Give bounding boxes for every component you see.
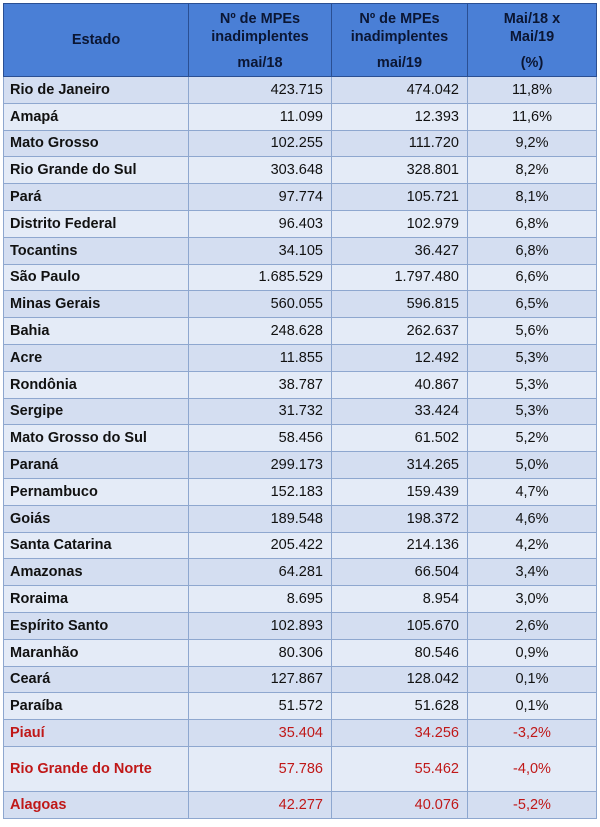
table-row [4,398,597,425]
cell-variation: 0,1% [468,693,597,720]
table-row [4,791,597,818]
cell-variation: 11,8% [468,77,597,104]
cell-mai18: 102.255 [189,130,332,157]
cell-mai19: 596.815 [332,291,468,318]
cell-mai19: 328.801 [332,157,468,184]
header-estado [4,4,189,77]
cell-variation: 9,2% [468,130,597,157]
cell-variation: 8,1% [468,184,597,211]
cell-estado: Paraná [4,452,189,479]
cell-mai18: 97.774 [189,184,332,211]
cell-variation: 6,5% [468,291,597,318]
cell-estado: Rio Grande do Norte [4,746,189,791]
cell-mai19: 102.979 [332,210,468,237]
cell-variation: 5,2% [468,425,597,452]
cell-mai18: 57.786 [189,746,332,791]
header-mai18-line1: Nº de MPEs [219,11,301,27]
cell-estado: Acre [4,344,189,371]
table-row [4,425,597,452]
cell-estado: Rio de Janeiro [4,77,189,104]
header-mai19-line1: Nº de MPEs [359,11,440,27]
cell-variation: 4,7% [468,478,597,505]
table-row [4,157,597,184]
cell-mai19: 474.042 [332,77,468,104]
cell-mai18: 8.695 [189,586,332,613]
cell-variation: 6,8% [468,237,597,264]
cell-mai19: 105.670 [332,612,468,639]
cell-mai18: 31.732 [189,398,332,425]
cell-mai18: 38.787 [189,371,332,398]
header-variation-line3: (%) [520,55,544,71]
cell-variation: 5,3% [468,398,597,425]
table-row [4,77,597,104]
cell-mai18: 11.099 [189,103,332,130]
cell-estado: São Paulo [4,264,189,291]
cell-mai18: 58.456 [189,425,332,452]
cell-mai19: 61.502 [332,425,468,452]
cell-estado: Paraíba [4,693,189,720]
cell-mai18: 127.867 [189,666,332,693]
cell-variation: 3,4% [468,559,597,586]
cell-estado: Santa Catarina [4,532,189,559]
cell-variation: 0,9% [468,639,597,666]
table-row [4,264,597,291]
cell-estado: Maranhão [4,639,189,666]
table-row [4,237,597,264]
cell-estado: Pará [4,184,189,211]
cell-variation: -4,0% [468,746,597,791]
cell-mai19: 198.372 [332,505,468,532]
cell-estado: Distrito Federal [4,210,189,237]
cell-variation: 5,3% [468,371,597,398]
header-variation-line2: Mai/19 [509,29,555,45]
cell-estado: Espírito Santo [4,612,189,639]
cell-estado: Piauí [4,720,189,747]
cell-variation: 3,0% [468,586,597,613]
table-row [4,344,597,371]
cell-mai19: 66.504 [332,559,468,586]
cell-estado: Amapá [4,103,189,130]
cell-estado: Ceará [4,666,189,693]
cell-mai18: 80.306 [189,639,332,666]
table-row [4,103,597,130]
table-row [4,478,597,505]
table-row [4,532,597,559]
mpe-delinquency-table [3,3,597,819]
cell-estado: Bahia [4,318,189,345]
header-variation [468,4,597,77]
cell-mai19: 55.462 [332,746,468,791]
cell-variation: 5,6% [468,318,597,345]
header-mai18-line3: mai/18 [237,55,283,71]
cell-mai19: 214.136 [332,532,468,559]
cell-variation: 4,6% [468,505,597,532]
header-mai18 [189,4,332,77]
cell-estado: Minas Gerais [4,291,189,318]
cell-mai19: 314.265 [332,452,468,479]
cell-mai19: 262.637 [332,318,468,345]
cell-estado: Roraima [4,586,189,613]
cell-variation: 0,1% [468,666,597,693]
cell-estado: Alagoas [4,791,189,818]
cell-mai18: 102.893 [189,612,332,639]
cell-mai18: 35.404 [189,720,332,747]
cell-mai18: 152.183 [189,478,332,505]
table-row [4,291,597,318]
header-estado-label: Estado [71,32,121,48]
table-row [4,693,597,720]
table-row [4,612,597,639]
cell-estado: Rondônia [4,371,189,398]
cell-mai19: 128.042 [332,666,468,693]
header-mai19 [332,4,468,77]
table-row [4,318,597,345]
cell-mai18: 189.548 [189,505,332,532]
table-row [4,666,597,693]
header-mai18-line2: inadimplentes [211,29,309,45]
cell-variation: 6,8% [468,210,597,237]
cell-estado: Rio Grande do Sul [4,157,189,184]
table-row [4,452,597,479]
cell-mai18: 51.572 [189,693,332,720]
cell-mai18: 205.422 [189,532,332,559]
table-header [4,4,597,77]
cell-variation: 5,0% [468,452,597,479]
cell-mai19: 33.424 [332,398,468,425]
cell-mai19: 1.797.480 [332,264,468,291]
cell-mai19: 111.720 [332,130,468,157]
cell-variation: 6,6% [468,264,597,291]
header-mai19-line3: mai/19 [376,55,423,71]
cell-estado: Mato Grosso [4,130,189,157]
cell-mai18: 299.173 [189,452,332,479]
cell-mai18: 96.403 [189,210,332,237]
table-row [4,720,597,747]
table-row [4,586,597,613]
cell-mai19: 40.076 [332,791,468,818]
cell-mai18: 248.628 [189,318,332,345]
cell-variation: -5,2% [468,791,597,818]
header-mai19-line2: inadimplentes [350,29,449,45]
cell-mai18: 11.855 [189,344,332,371]
cell-variation: 11,6% [468,103,597,130]
cell-variation: 4,2% [468,532,597,559]
cell-variation: -3,2% [468,720,597,747]
cell-mai19: 12.393 [332,103,468,130]
table-row [4,371,597,398]
table-row [4,130,597,157]
cell-mai19: 34.256 [332,720,468,747]
table-row [4,746,597,791]
cell-mai19: 159.439 [332,478,468,505]
cell-mai19: 40.867 [332,371,468,398]
table-row [4,505,597,532]
cell-mai18: 303.648 [189,157,332,184]
cell-mai19: 80.546 [332,639,468,666]
table-row [4,639,597,666]
cell-variation: 8,2% [468,157,597,184]
table-row [4,559,597,586]
cell-estado: Tocantins [4,237,189,264]
cell-estado: Mato Grosso do Sul [4,425,189,452]
cell-mai18: 64.281 [189,559,332,586]
cell-mai18: 423.715 [189,77,332,104]
cell-mai18: 560.055 [189,291,332,318]
cell-mai19: 12.492 [332,344,468,371]
cell-mai19: 51.628 [332,693,468,720]
cell-mai19: 8.954 [332,586,468,613]
cell-mai18: 34.105 [189,237,332,264]
cell-variation: 2,6% [468,612,597,639]
table-row [4,210,597,237]
table-row [4,184,597,211]
cell-mai19: 105.721 [332,184,468,211]
cell-estado: Pernambuco [4,478,189,505]
cell-mai19: 36.427 [332,237,468,264]
header-variation-line1: Mai/18 x [503,11,561,27]
cell-estado: Sergipe [4,398,189,425]
cell-estado: Amazonas [4,559,189,586]
cell-mai18: 1.685.529 [189,264,332,291]
table-body [4,77,597,819]
cell-estado: Goiás [4,505,189,532]
cell-variation: 5,3% [468,344,597,371]
cell-mai18: 42.277 [189,791,332,818]
